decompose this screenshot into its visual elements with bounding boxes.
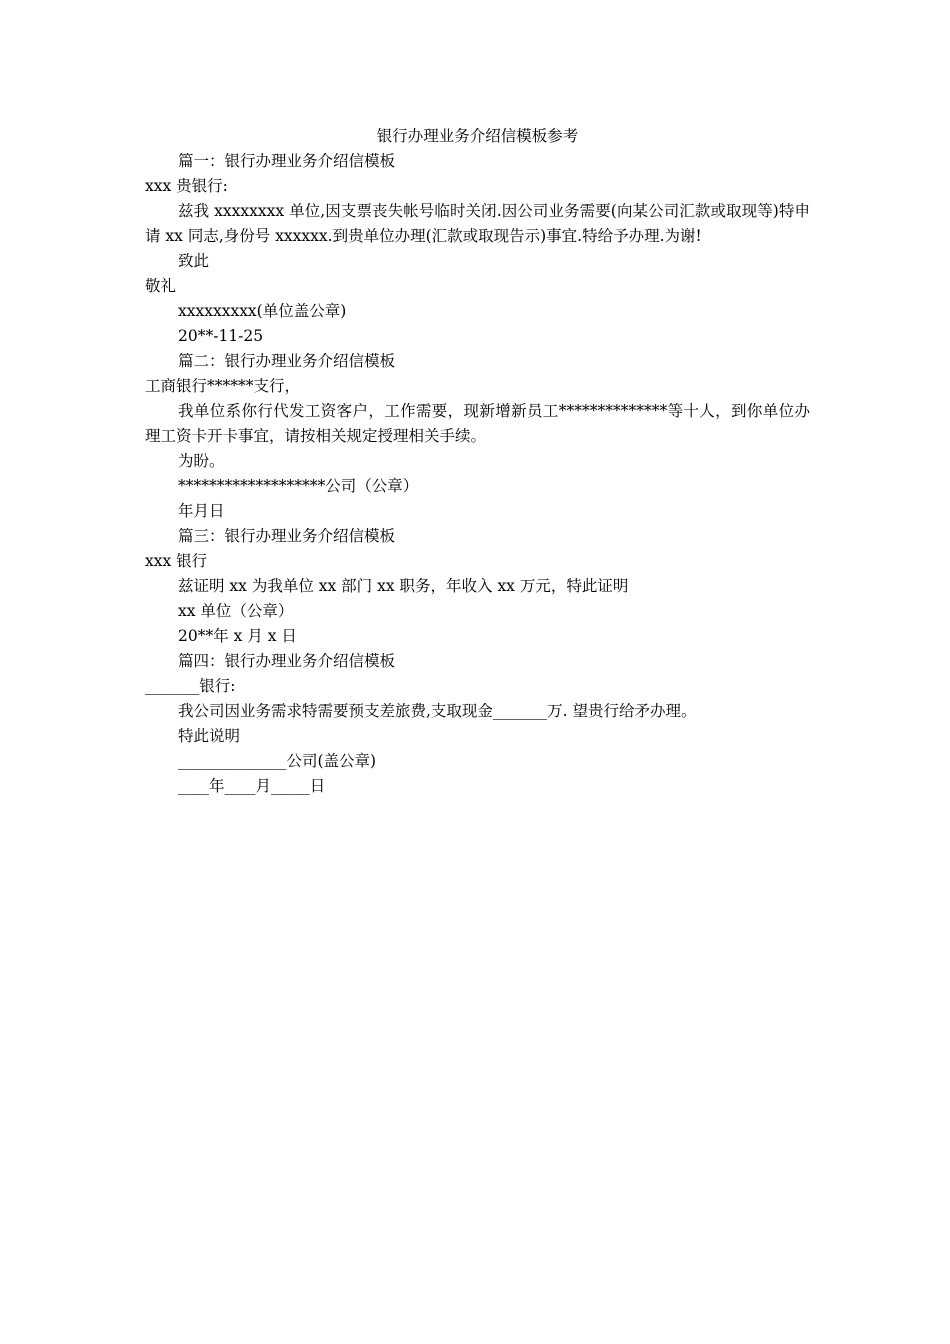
document-body [145,124,810,799]
document-line: _______银行: [145,677,236,695]
document-line: 20**-11-25 [178,327,264,345]
document-line: *******************公司（公章） [178,477,419,495]
document-lines [145,149,810,799]
document-line: 篇二：银行办理业务介绍信模板 [178,352,396,370]
document-line: 篇四：银行办理业务介绍信模板 [178,652,396,670]
document-line: 工商银行******支行， [145,377,301,395]
document-line: xxx 贵银行: [145,177,228,195]
document-line: xxxxxxxxx(单位盖公章) [178,302,347,320]
document-line: 特此说明 [178,727,241,745]
document-line: 篇三：银行办理业务介绍信模板 [178,527,396,545]
document-line: 为盼。 [178,452,225,470]
document-line: 篇一：银行办理业务介绍信模板 [178,152,396,170]
document-line: xxx 银行 [145,552,208,570]
document-line: 敬礼 [145,277,177,295]
document-title: 银行办理业务介绍信模板参考 [376,127,579,145]
document-line: 致此 [178,252,210,270]
document-line: 我公司因业务需求特需要预支差旅费,支取现金_______万. 望贵行给矛办理。 [178,702,697,720]
document-line: 年月日 [178,502,225,520]
document-line: 兹证明 xx 为我单位 xx 部门 xx 职务，年收入 xx 万元，特此证明 [178,577,629,595]
document-line: 我单位系你行代发工资客户，工作需要，现新增新员工**************等十人，到你单位办理工资卡开卡事宜，请按相关规定授理相关手续。 [145,402,810,445]
document-line: 20**年 x 月 x 日 [178,627,297,645]
document-line: xx 单位（公章） [178,602,294,620]
document-line: 兹我 xxxxxxxx 单位,因支票丧失帐号临时关闭.因公司业务需要(向某公司汇款或取现等)特申请 xx 同志,身份号 xxxxxx.到贵单位办理(汇款或取现告示)事宜.特给予办理.为谢! [145,202,810,245]
document-line: ____年____月_____日 [178,777,326,795]
document-line: ______________公司(盖公章) [178,752,377,770]
